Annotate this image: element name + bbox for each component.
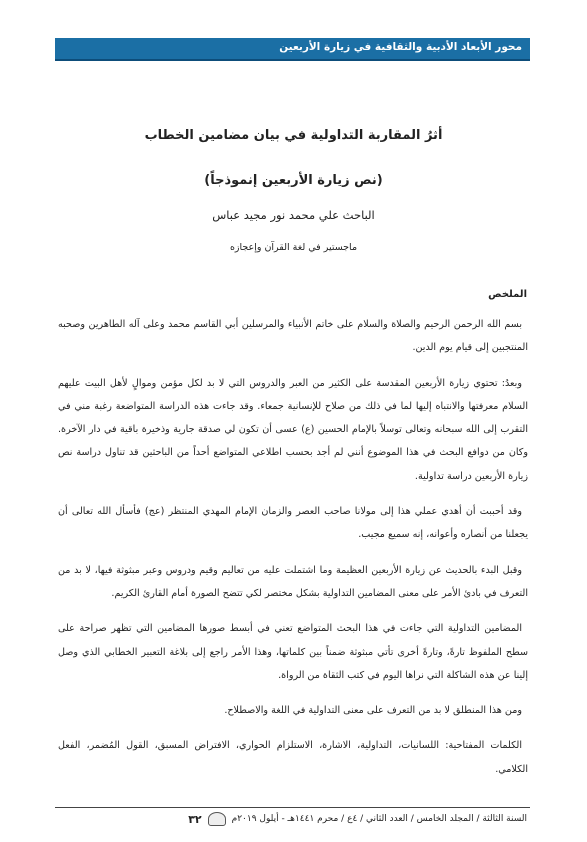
paragraph: وقد أحببت أن أهدي عملي هذا إلى مولانا صاحب العصر والزمان الإمام المهدي المنتظر (عج) فأسأل الله تعالى أن يجعلنا من أنصاره وأعوانه، إنه سميع مجيب.: [58, 506, 528, 541]
header-bar: [55, 38, 530, 61]
footer-issue-text: السنة الثالثة / المجلد الخامس / العدد الثاني / ٤ع / محرم ١٤٤١هـ - أيلول ٢٠١٩م: [231, 814, 527, 824]
article-subtitle: (نص زيارة الأربعين إنموذجاً): [204, 173, 383, 188]
footer-rule: [55, 807, 530, 808]
paragraph: المضامين التداولية التي جاءت في هذا البحث المتواضع تعني في أبسط صورها المضامين التي تظهر صراحة على سطح الملفوظ تارةً، وتارةً أخرى تأتي مبثوثة ضمناً بين كلماتها، وهذا الأمر راجع إلى بلاغة التعبير الخطابي الذي وصل إلينا عن هذه الشاكلة التي نراها اليوم في كتب الثقاة من الرواة.: [58, 623, 528, 681]
footer: [188, 812, 527, 826]
abstract-heading: الملخص: [488, 289, 527, 300]
journal-emblem-icon: [208, 812, 226, 826]
paragraph: وقبل البدء بالحديث عن زيارة الأربعين العظيمة وما اشتملت عليه من تعاليم وقيم ودروس وعبر مبثوثة فيها، لا بد من التعرف في بادئ الأمر على معنى المضامين التداولية بشكل مختصر لكي تتضح الصورة أمام القارئ الكريم.: [58, 564, 528, 599]
header-text: محور الأبعاد الأدبية والثقافية في زيارة الأربعين: [279, 41, 522, 53]
paragraph: وبعدُ: تحتوي زيارة الأربعين المقدسة على الكثير من العبر والدروس التي لا بد لكل مؤمن وموالٍ لأهل البيت عليهم السلام معرفتها والانتباه إليها لما في ذلك من صلاح للإنسانية جمعاء. وقد جاءت هذه الدراسة المتواضعة رغبة مني في التقرب إلى الله سبحانه وتعالى توسلاً بالإمام الحسين (ع) عسى أن تكون لي صدقة جارية وذخيرة باقية في دار الآخرة. وكان من دوافع البحث في هذا الموضوع أنني لم أجد بحسب اطلاعي المتواضع أحداً من الباحثين قد تناول دراسة نص زيارة الأربعين دراسة تداولية.: [58, 377, 528, 482]
paragraph: ومن هذا المنطلق لا بد من التعرف على معنى التداولية في اللغة والاصطلاح.: [224, 705, 522, 717]
keywords-paragraph: الكلمات المفتاحية: اللسانيات، التداولية، الاشارة، الاستلزام الحواري، الافتراض المسبق، القول المُضمر، الفعل الكلامي.: [58, 740, 528, 775]
paragraph: بسم الله الرحمن الرحيم والصلاة والسلام على خاتم الأنبياء والمرسلين أبي القاسم محمد وعلى آله الطاهرين وصحبه المنتجبين إلى قيام يوم الدين.: [58, 319, 528, 354]
page-number: ٣٢: [188, 812, 202, 826]
author-degree: ماجستير في لغة القرآن وإعجازه: [229, 242, 358, 253]
author-name: الباحث علي محمد نور مجيد عباس: [212, 208, 375, 222]
abstract-body: [58, 313, 528, 781]
article-title: أثرُ المقاربة التداولية في بيان مضامين الخطاب: [144, 128, 443, 143]
title-block: [60, 128, 527, 253]
